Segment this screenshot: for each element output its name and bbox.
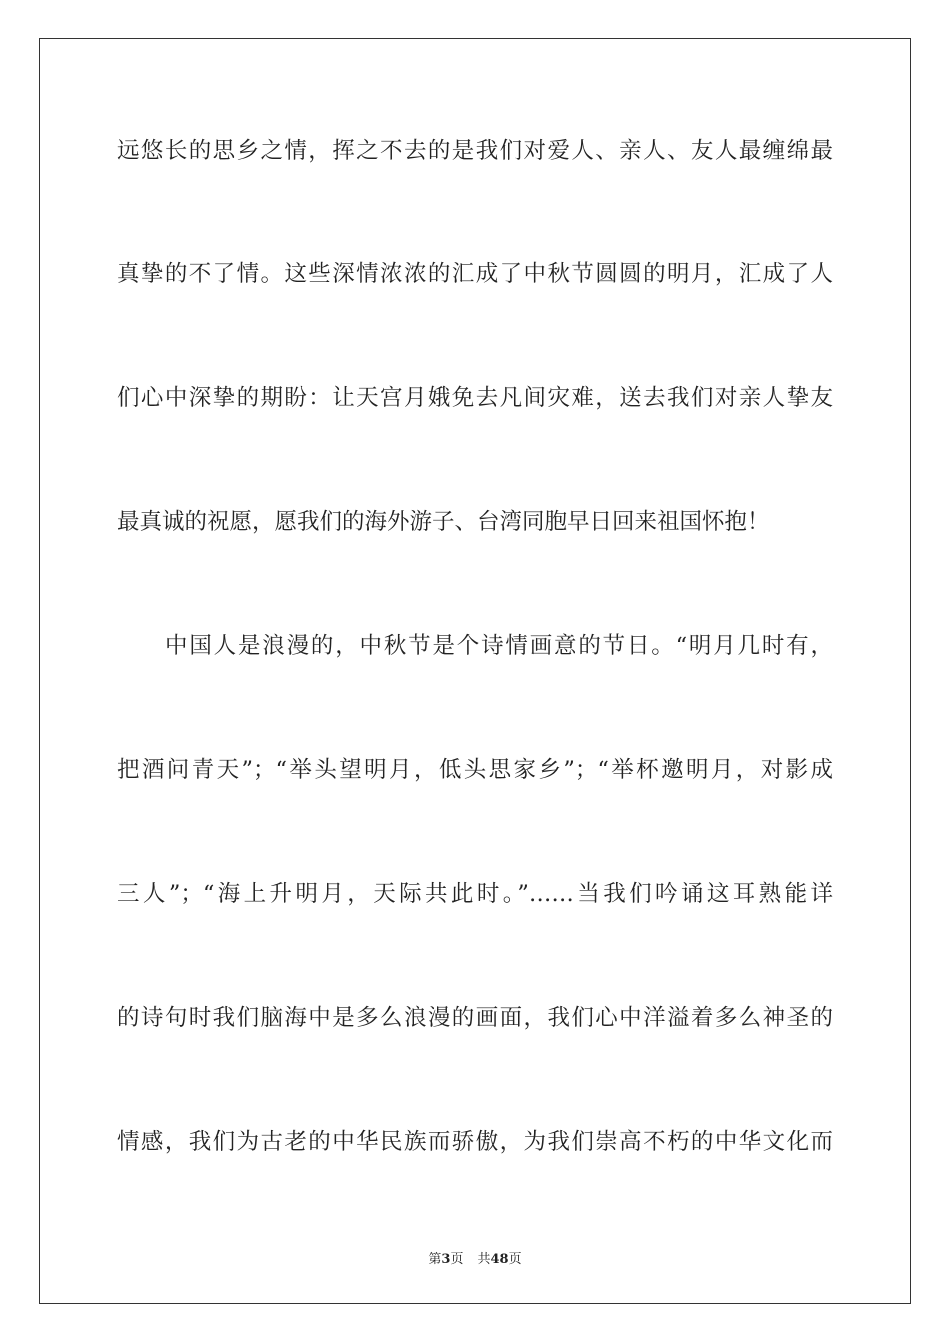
text-line-1: 远悠长的思乡之情，挥之不去的是我们对爱人、亲人、友人最缠绵最 bbox=[117, 138, 833, 164]
text-line-3: 们心中深挚的期盼：让天宫月娥免去凡间灾难，送去我们对亲人挚友 bbox=[117, 385, 833, 411]
text-line-4: 最真诚的祝愿，愿我们的海外游子、台湾同胞早日回来祖国怀抱！ bbox=[117, 509, 770, 535]
text-line-9: 情感，我们为古老的中华民族而骄傲，为我们崇高不朽的中华文化而 bbox=[117, 1129, 833, 1155]
text-line-5: 中国人是浪漫的，中秋节是个诗情画意的节日。“明月几时有， bbox=[165, 633, 833, 659]
page-footer bbox=[0, 1248, 950, 1267]
footer-page-suffix: 页 bbox=[450, 1252, 464, 1267]
footer-page-number: 3 bbox=[441, 1252, 451, 1267]
footer-total-suffix: 页 bbox=[508, 1252, 522, 1267]
page-border bbox=[39, 38, 911, 1304]
text-line-7: 三人”；“海上升明月，天际共此时。”……当我们吟诵这耳熟能详 bbox=[117, 881, 833, 907]
footer-total-pages: 48 bbox=[490, 1252, 509, 1267]
text-line-6: 把酒问青天”；“举头望明月，低头思家乡”；“举杯邀明月，对影成 bbox=[117, 757, 833, 783]
text-line-8: 的诗句时我们脑海中是多么浪漫的画面，我们心中洋溢着多么神圣的 bbox=[117, 1005, 833, 1031]
footer-page-prefix: 第 bbox=[428, 1252, 442, 1267]
text-line-2: 真挚的不了情。这些深情浓浓的汇成了中秋节圆圆的明月，汇成了人 bbox=[117, 261, 833, 287]
footer-total-prefix: 共 bbox=[477, 1252, 491, 1267]
